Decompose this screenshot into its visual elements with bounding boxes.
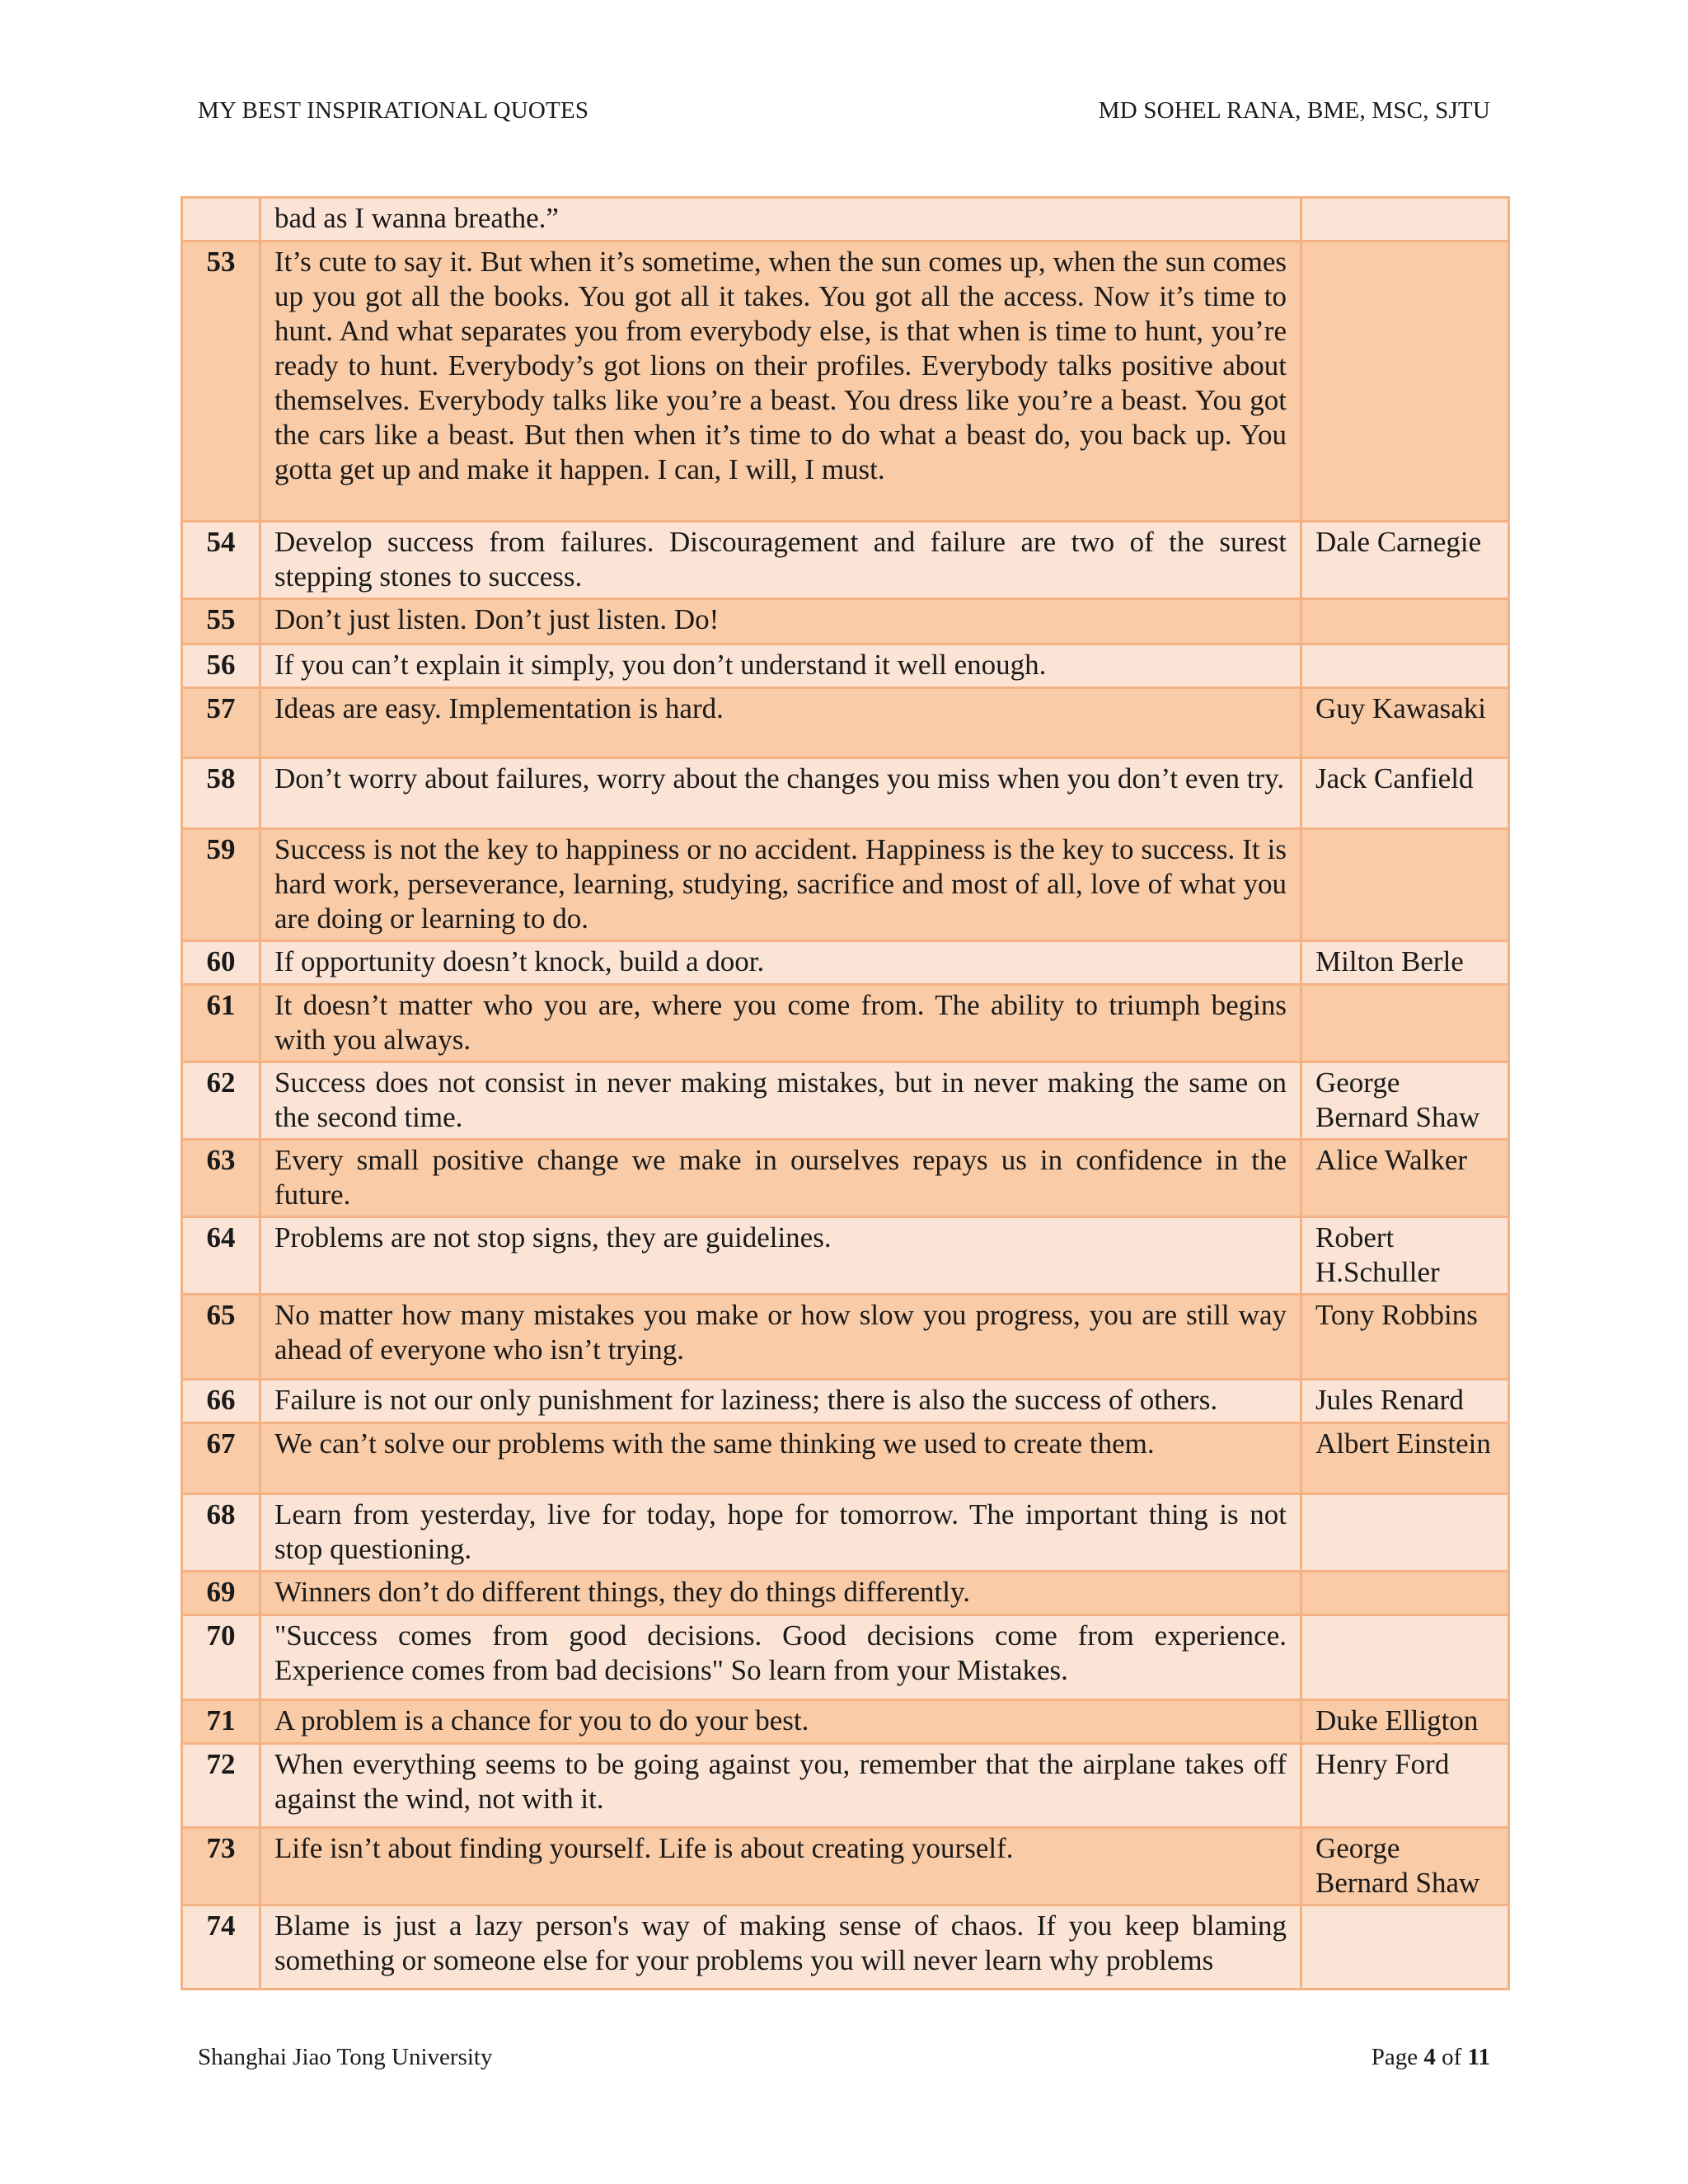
table-row <box>182 941 1509 985</box>
quote-text: When everything seems to be going against you, remember that the airplane takes off against the wind, not with it. <box>260 1744 1301 1828</box>
quote-author <box>1301 829 1509 941</box>
page-total: 11 <box>1467 2044 1490 2070</box>
quote-number: 68 <box>182 1494 260 1572</box>
quote-number: 53 <box>182 241 260 522</box>
quote-text: No matter how many mistakes you make or how slow you progress, you are still way ahead of everyone who isn’t trying. <box>260 1295 1301 1380</box>
page-header <box>198 97 1490 124</box>
quote-text: If opportunity doesn’t knock, build a door. <box>260 941 1301 985</box>
quote-text: Life isn’t about finding yourself. Life is about creating yourself. <box>260 1828 1301 1905</box>
table-row <box>182 985 1509 1062</box>
table-row <box>182 1700 1509 1744</box>
quote-number: 64 <box>182 1217 260 1295</box>
quote-author: Milton Berle <box>1301 941 1509 985</box>
quote-text: If you can’t explain it simply, you don’t understand it well enough. <box>260 644 1301 688</box>
quote-number: 58 <box>182 758 260 829</box>
quote-author: Henry Ford <box>1301 1744 1509 1828</box>
quotes-table-body <box>182 198 1509 1990</box>
quote-text: Success does not consist in never making mistakes, but in never making the same on the second time. <box>260 1062 1301 1140</box>
quote-number: 54 <box>182 522 260 599</box>
quote-number: 69 <box>182 1572 260 1615</box>
quote-number: 62 <box>182 1062 260 1140</box>
quote-text: bad as I wanna breathe.” <box>260 198 1301 241</box>
page-current: 4 <box>1423 2044 1436 2070</box>
quote-author: Guy Kawasaki <box>1301 688 1509 758</box>
table-row <box>182 1828 1509 1905</box>
quote-text: "Success comes from good decisions. Good decisions come from experience. Experience comes from bad decisions" So learn from your Mistakes. <box>260 1615 1301 1700</box>
table-row <box>182 1615 1509 1700</box>
quote-number: 72 <box>182 1744 260 1828</box>
quote-author <box>1301 599 1509 644</box>
quote-author: Alice Walker <box>1301 1140 1509 1217</box>
quote-number <box>182 198 260 241</box>
quote-number: 57 <box>182 688 260 758</box>
quote-text: It doesn’t matter who you are, where you come from. The ability to triumph begins with you always. <box>260 985 1301 1062</box>
quote-text: Winners don’t do different things, they do things differently. <box>260 1572 1301 1615</box>
header-title: MY BEST INSPIRATIONAL QUOTES <box>198 97 589 124</box>
quote-author: Tony Robbins <box>1301 1295 1509 1380</box>
table-row <box>182 1905 1509 1990</box>
table-row <box>182 1217 1509 1295</box>
quote-author: Robert H.Schuller <box>1301 1217 1509 1295</box>
header-author: MD SOHEL RANA, BME, MSC, SJTU <box>1098 97 1490 124</box>
table-row <box>182 758 1509 829</box>
quote-author <box>1301 985 1509 1062</box>
quote-number: 55 <box>182 599 260 644</box>
footer-institution: Shanghai Jiao Tong University <box>198 2044 493 2070</box>
table-row <box>182 198 1509 241</box>
quote-text: Learn from yesterday, live for today, hope for tomorrow. The important thing is not stop questioning. <box>260 1494 1301 1572</box>
table-row <box>182 1295 1509 1380</box>
quote-number: 71 <box>182 1700 260 1744</box>
quote-number: 70 <box>182 1615 260 1700</box>
table-row <box>182 1380 1509 1423</box>
quote-text: Blame is just a lazy person's way of making sense of chaos. If you keep blaming something or someone else for your problems you will never learn why problems <box>260 1905 1301 1990</box>
quote-text: It’s cute to say it. But when it’s sometime, when the sun comes up, when the sun comes up you got all the books. You got all it takes. You got all the access. Now it’s time to hunt. And what separates you from everybody else, is that when is time to hunt, you’re ready to hunt. Everybody’s got lions on their profiles. Everybody talks positive about themselves. Everybody talks like you’re a beast. You dress like you’re a beast. You got the cars like a beast. But then when it’s time to do what a beast do, you back up. You gotta get up and make it happen. I can, I will, I must. <box>260 241 1301 522</box>
quote-author: George Bernard Shaw <box>1301 1062 1509 1140</box>
table-row <box>182 1744 1509 1828</box>
quote-author: George Bernard Shaw <box>1301 1828 1509 1905</box>
quote-text: Every small positive change we make in ourselves repays us in confidence in the future. <box>260 1140 1301 1217</box>
table-row <box>182 1423 1509 1494</box>
quote-text: Success is not the key to happiness or no accident. Happiness is the key to success. It is hard work, perseverance, learning, studying, sacrifice and most of all, love of what you are doing or learning to do. <box>260 829 1301 941</box>
quote-number: 61 <box>182 985 260 1062</box>
quote-author <box>1301 644 1509 688</box>
quote-text: Problems are not stop signs, they are guidelines. <box>260 1217 1301 1295</box>
quote-text: Ideas are easy. Implementation is hard. <box>260 688 1301 758</box>
quote-text: A problem is a chance for you to do your best. <box>260 1700 1301 1744</box>
page-of: of <box>1442 2044 1462 2070</box>
table-row <box>182 241 1509 522</box>
quote-number: 67 <box>182 1423 260 1494</box>
quote-author <box>1301 1905 1509 1990</box>
quote-author: Albert Einstein <box>1301 1423 1509 1494</box>
quote-author <box>1301 1572 1509 1615</box>
quote-number: 74 <box>182 1905 260 1990</box>
quote-text: We can’t solve our problems with the same thinking we used to create them. <box>260 1423 1301 1494</box>
quote-text: Develop success from failures. Discouragement and failure are two of the surest stepping stones to success. <box>260 522 1301 599</box>
table-row <box>182 1062 1509 1140</box>
quote-author: Duke Elligton <box>1301 1700 1509 1744</box>
quote-number: 63 <box>182 1140 260 1217</box>
quotes-table <box>181 196 1510 1990</box>
quote-number: 73 <box>182 1828 260 1905</box>
page-word: Page <box>1371 2044 1418 2070</box>
quote-number: 56 <box>182 644 260 688</box>
quote-text: Don’t just listen. Don’t just listen. Do! <box>260 599 1301 644</box>
table-row <box>182 644 1509 688</box>
quote-number: 66 <box>182 1380 260 1423</box>
quote-author <box>1301 198 1509 241</box>
quote-text: Don’t worry about failures, worry about the changes you miss when you don’t even try. <box>260 758 1301 829</box>
quote-author: Dale Carnegie <box>1301 522 1509 599</box>
table-row <box>182 1572 1509 1615</box>
quote-author: Jules Renard <box>1301 1380 1509 1423</box>
quote-text: Failure is not our only punishment for laziness; there is also the success of others. <box>260 1380 1301 1423</box>
quote-author <box>1301 1615 1509 1700</box>
quote-number: 59 <box>182 829 260 941</box>
page-footer <box>198 2044 1490 2071</box>
page-number <box>1372 2044 1490 2071</box>
quote-author <box>1301 241 1509 522</box>
table-row <box>182 522 1509 599</box>
table-row <box>182 1140 1509 1217</box>
table-row <box>182 1494 1509 1572</box>
quote-number: 65 <box>182 1295 260 1380</box>
quote-author: Jack Canfield <box>1301 758 1509 829</box>
quote-author <box>1301 1494 1509 1572</box>
table-row <box>182 688 1509 758</box>
table-row <box>182 829 1509 941</box>
quote-number: 60 <box>182 941 260 985</box>
table-row <box>182 599 1509 644</box>
